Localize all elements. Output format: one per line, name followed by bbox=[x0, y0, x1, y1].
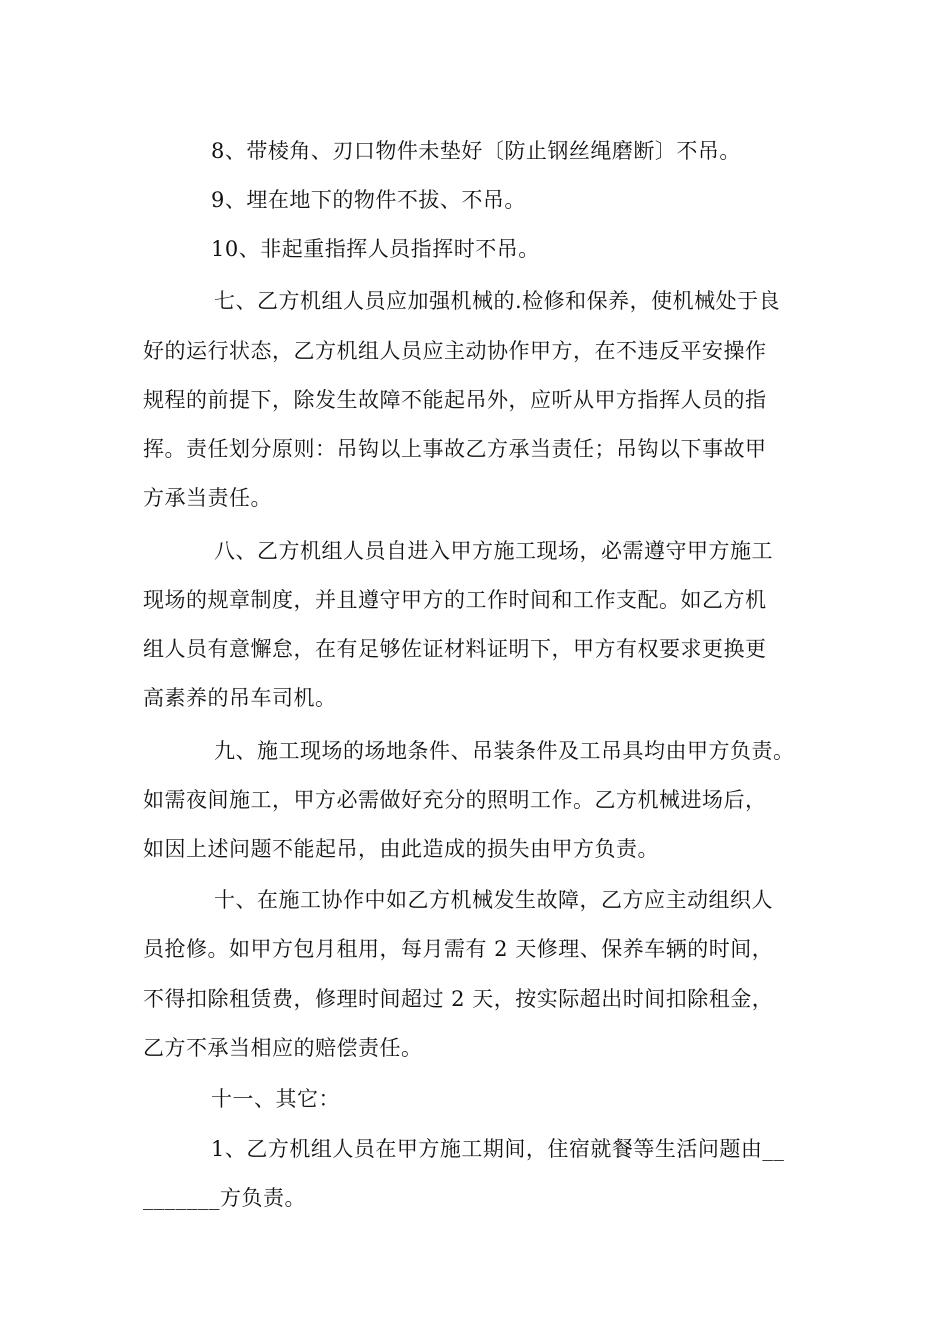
section-11-item-1-line-1: 1、乙方机组人员在甲方施工期间，住宿就餐等生活问题由__ bbox=[211, 1137, 785, 1161]
section-9-line-3: 如因上述问题不能起吊，由此造成的损失由甲方负责。 bbox=[143, 837, 659, 861]
section-10-line-2: 员抢修。如甲方包月租用，每月需有 2 天修理、保养车辆的时间， bbox=[143, 937, 774, 961]
section-7-line-5: 方承当责任。 bbox=[143, 486, 272, 510]
section-8-line-1: 八、乙方机组人员自进入甲方施工现场，必需遵守甲方施工 bbox=[214, 539, 773, 563]
section-8-line-3: 组人员有意懈怠，在有足够佐证材料证明下，甲方有权要求更换更 bbox=[143, 637, 767, 661]
section-8-line-4: 高素养的吊车司机。 bbox=[143, 686, 337, 710]
clause-10-line: 10、非起重指挥人员指挥时不吊。 bbox=[211, 237, 540, 261]
section-7-line-1: 七、乙方机组人员应加强机械的.检修和保养，使机械处于良 bbox=[214, 289, 781, 313]
section-10-line-1: 十、在施工协作中如乙方机械发生故障，乙方应主动组织人 bbox=[214, 888, 773, 912]
section-7-line-3: 规程的前提下，除发生故障不能起吊外，应听从甲方指挥人员的指 bbox=[143, 388, 767, 412]
section-7-line-4: 挥。责任划分原则：吊钩以上事故乙方承当责任；吊钩以下事故甲 bbox=[143, 437, 767, 461]
section-7-line-2: 好的运行状态，乙方机组人员应主动协作甲方，在不违反平安操作 bbox=[143, 339, 767, 363]
section-10-line-3: 不得扣除租赁费，修理时间超过 2 天，按实际超出时间扣除租金， bbox=[143, 987, 774, 1011]
section-10-line-4: 乙方不承当相应的赔偿责任。 bbox=[143, 1036, 423, 1060]
section-9-line-2: 如需夜间施工，甲方必需做好充分的照明工作。乙方机械进场后， bbox=[143, 788, 767, 812]
clause-8-line: 8、带棱角、刃口物件未垫好〔防止钢丝绳磨断〕不吊。 bbox=[211, 139, 741, 163]
section-9-line-1: 九、施工现场的场地条件、吊装条件及工吊具均由甲方负责。 bbox=[214, 739, 795, 763]
section-8-line-2: 现场的规章制度，并且遵守甲方的工作时间和工作支配。如乙方机 bbox=[143, 588, 767, 612]
section-11-heading: 十一、其它： bbox=[211, 1087, 340, 1111]
clause-9-line: 9、埋在地下的物件不拔、不吊。 bbox=[211, 188, 526, 212]
section-11-item-1-line-2: _______方负责。 bbox=[143, 1186, 306, 1210]
